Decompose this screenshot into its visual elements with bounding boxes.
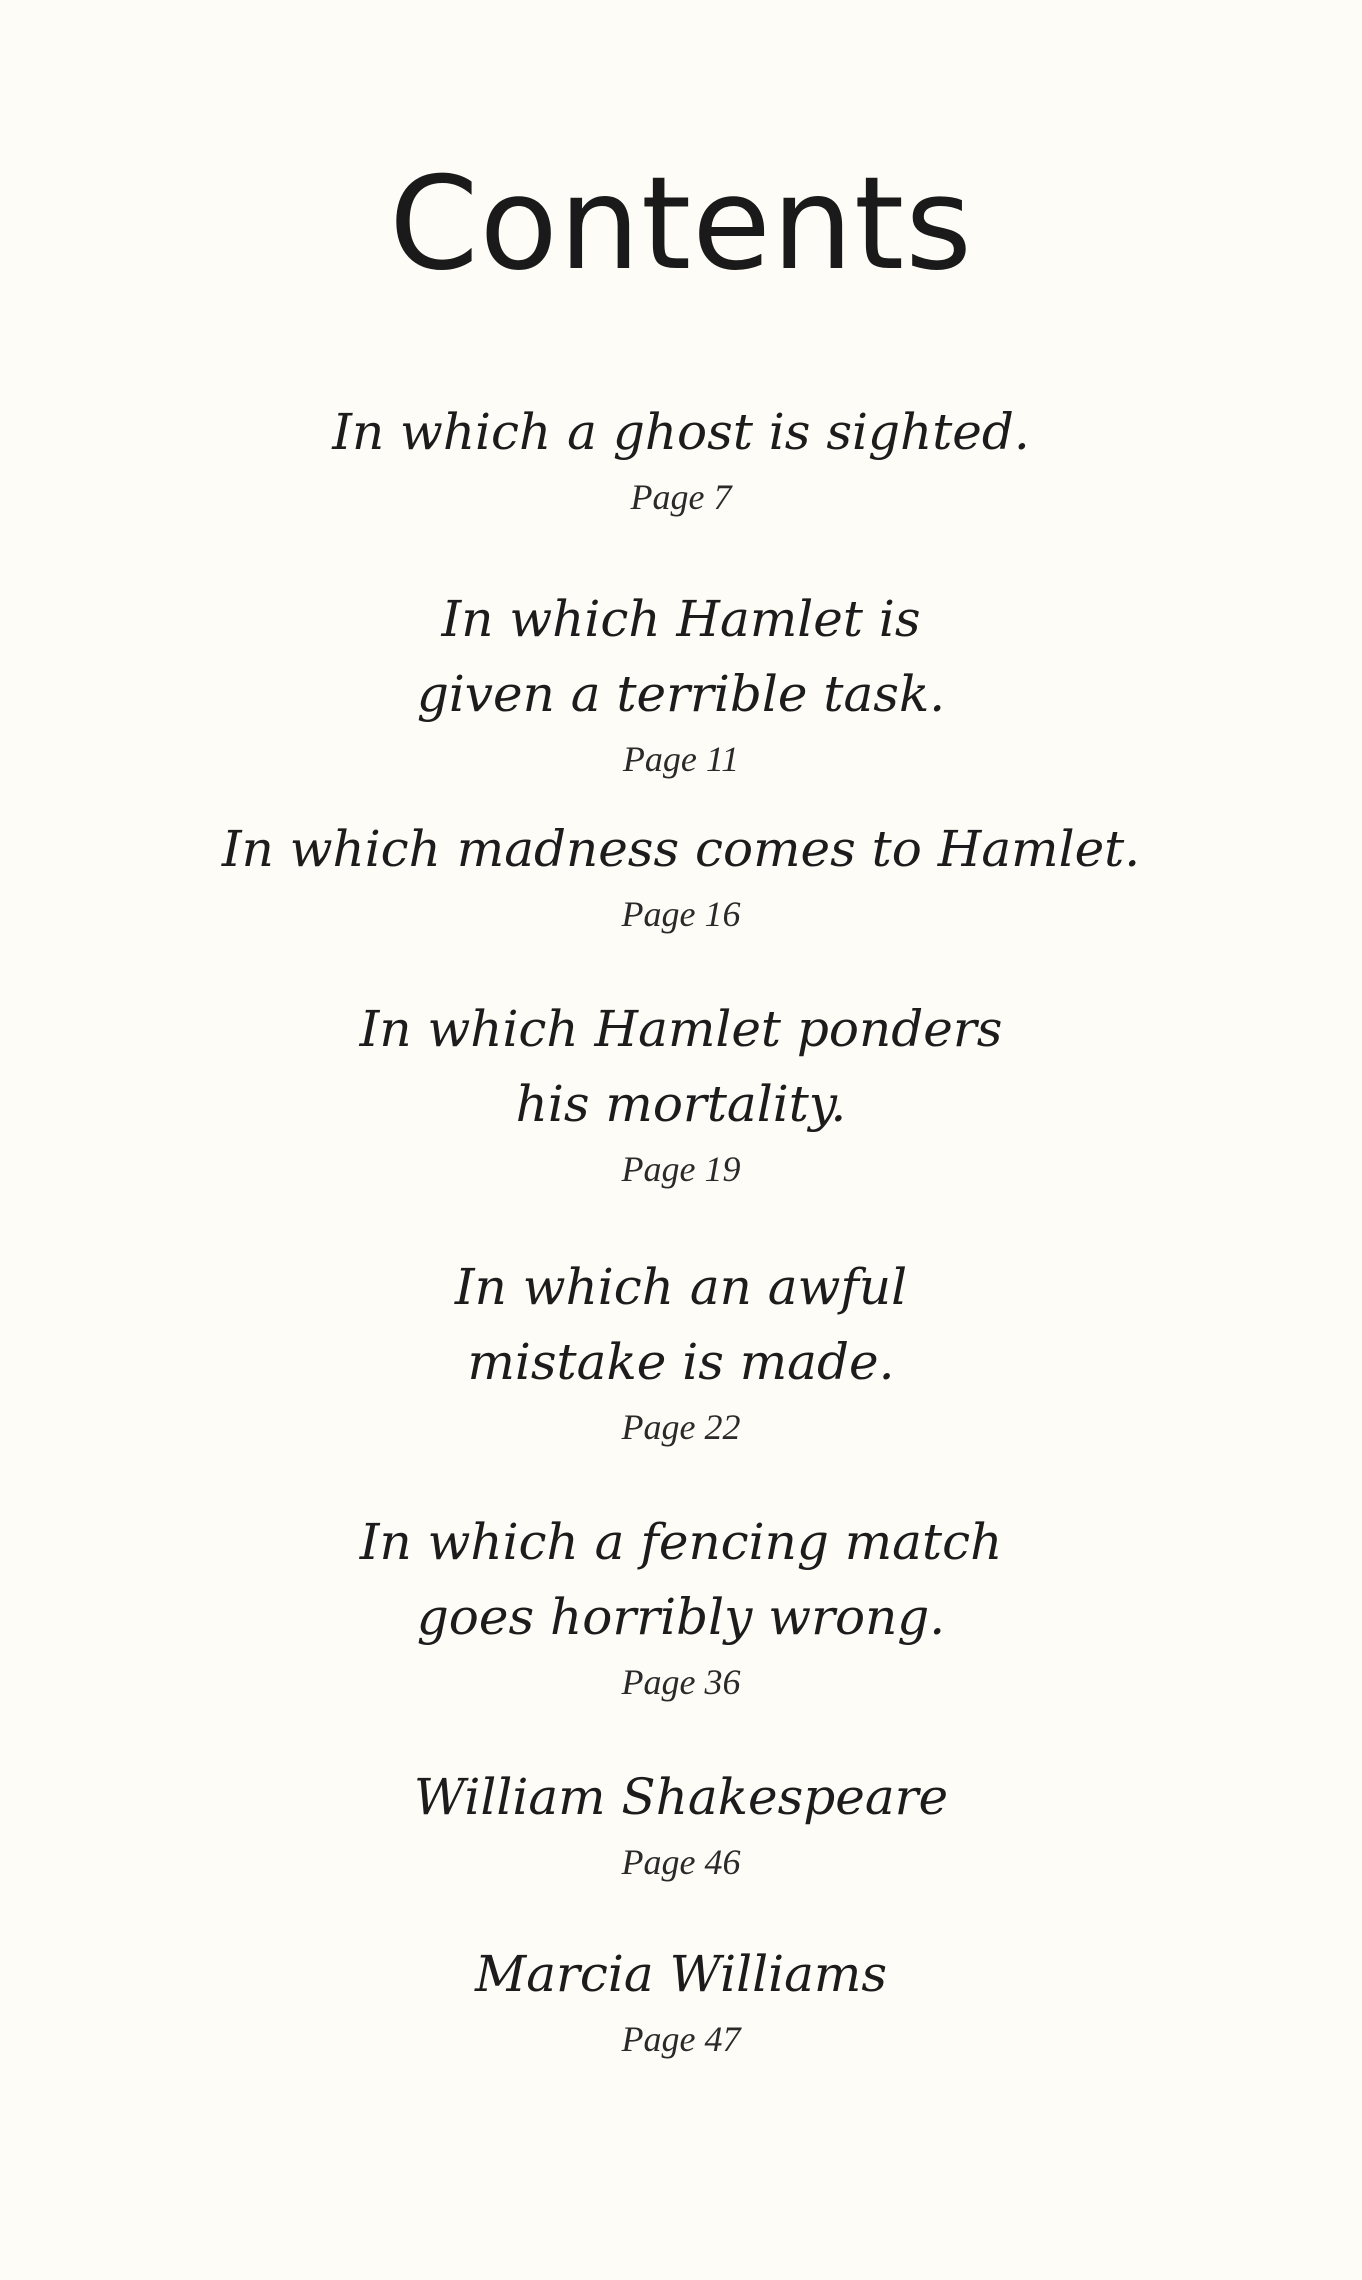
toc-entry-page: Page 22 — [621, 1407, 741, 1447]
toc-entry — [0, 992, 1362, 1194]
toc-entry — [0, 812, 1362, 939]
toc-entry-page: Page 7 — [630, 477, 732, 517]
toc-entry-heading-line: In which Hamlet is — [441, 590, 921, 648]
toc-entry-heading — [0, 1505, 1362, 1655]
toc-entry-heading-line: mistake is made. — [467, 1333, 895, 1391]
toc-entry-heading-line: Marcia Williams — [475, 1945, 887, 2003]
page-title: Contents — [389, 150, 973, 299]
toc-entry-heading-line: In which Hamlet ponders — [359, 1000, 1003, 1058]
toc-entry-page: Page 46 — [621, 1842, 741, 1882]
toc-entry-page: Page 47 — [621, 2019, 741, 2059]
toc-entry-heading-line: In which madness comes to Hamlet. — [221, 820, 1141, 878]
toc-entry-heading-line: goes horribly wrong. — [416, 1588, 946, 1646]
toc-entry-heading-line: his mortality. — [515, 1075, 847, 1133]
toc-entry-heading — [0, 812, 1362, 887]
toc-entry-heading-line: In which an awful — [454, 1258, 908, 1316]
toc-entry-page: Page 36 — [621, 1662, 741, 1702]
toc-entry — [0, 1250, 1362, 1452]
toc-entry-heading-line: In which a fencing match — [359, 1513, 1003, 1571]
toc-entry-heading — [0, 1250, 1362, 1400]
toc-entry-heading — [0, 1937, 1362, 2012]
toc-entry-heading — [0, 582, 1362, 732]
toc-entry — [0, 1505, 1362, 1707]
toc-entry — [0, 582, 1362, 784]
toc-entry — [0, 395, 1362, 522]
toc-entry-page: Page 11 — [622, 739, 740, 779]
toc-entry-heading — [0, 1760, 1362, 1835]
toc-entry-heading-line: William Shakespeare — [413, 1768, 949, 1826]
toc-entry-heading-line: In which a ghost is sighted. — [332, 403, 1030, 461]
toc-entry-heading — [0, 395, 1362, 470]
toc-entry-page: Page 19 — [621, 1149, 741, 1189]
toc-entry — [0, 1937, 1362, 2064]
toc-entry-page: Page 16 — [621, 894, 741, 934]
toc-entry-heading-line: given a terrible task. — [416, 665, 946, 723]
toc-entry-heading — [0, 992, 1362, 1142]
toc-entry — [0, 1760, 1362, 1887]
